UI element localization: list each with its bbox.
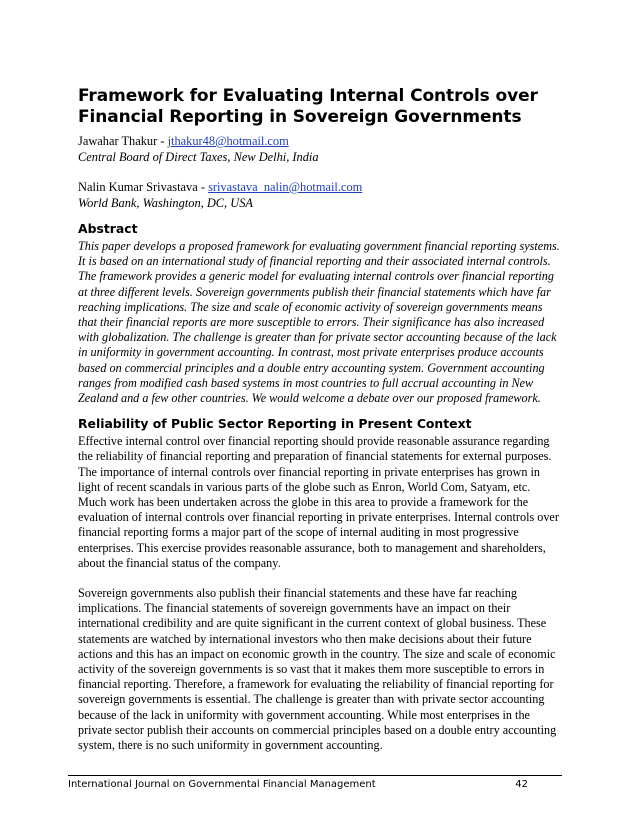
body-paragraph: Effective internal control over financial reporting should provide reasonable assurance regarding the reliability of financial reporting and preparation of financial statements for external purposes. The importance of internal controls over financial reporting in private enterprises has grown in light of recent scandals in various parts of the globe such as Enron, World Com, Satyam, etc. Much work has been undertaken across the globe in this area to provide a framework for the evaluation of internal controls over financial reporting in private enterprises. Internal controls over financial reporting forms a major part of the scope of internal auditing in most progressive enterprises. This exercise provides reasonable assurance, both to management and shareholders, about the financial status of the company. [78,434,559,570]
paper-page [78,86,560,753]
author-affiliation: World Bank, Washington, DC, USA [78,196,253,210]
author-block-2 [78,179,560,211]
page-footer [68,775,562,791]
abstract-text: This paper develops a proposed framework for evaluating government financial reporting systems. It is based on an international study of financial reporting and their associated internal controls. The framework provides a generic model for evaluating internal controls over financial reporting at three different levels. Sovereign governments publish their financial statements which have far reaching implications. The size and scale of economic activity of sovereign governments means that their financial reports are more susceptible to errors. Their significance has also increased with globalization. The challenge is greater than for private sector accounting because of the lack in uniformity in government accounting. In contrast, most private enterprises produce accounts based on commercial principles and a double entry accounting system. Government accounting ranges from modified cash based systems in most countries to full accrual accounting in New Zealand and a few other countries. We would welcome a debate over our proposed framework. [78,239,560,406]
author-name: Nalin Kumar Srivastava [78,180,198,194]
footer-journal-name: International Journal on Governmental Financial Management [68,779,376,790]
author-line [78,179,560,195]
author-email-link[interactable]: jthakur48@hotmail.com [167,134,289,148]
author-affiliation: Central Board of Direct Taxes, New Delhi, India [78,150,319,164]
author-separator: - [157,134,168,148]
author-email-link[interactable]: srivastava_nalin@hotmail.com [208,180,363,194]
author-separator: - [197,180,209,194]
paragraph-gap [78,571,560,586]
section-heading: Reliability of Public Sector Reporting in Present Context [78,416,472,432]
author-name: Jawahar Thakur [78,134,158,148]
body-paragraph: Sovereign governments also publish their financial statements and these have far reaching implications. The financial statements of sovereign governments have an impact on their international credibility and are quite significant in the current context of global business. These statements are watched by international investors who then make decisions about their future actions and this has an impact on economic growth in the country. The size and scale of economic activity of the sovereign governments is so vast that it makes them more susceptible to errors in financial reporting. Therefore, a framework for evaluating the reliability of financial reporting for sovereign governments is essential. The challenge is greater than with private sector accounting because of the lack in uniformity with government accounting. While most enterprises in the private sector publish their accounts on commercial principles based on a double entry accounting system, there is no such uniformity in government accounting. [78,586,557,753]
footer-page-number: 42 [515,779,528,790]
author-block-1 [78,133,560,165]
spacer [78,165,560,179]
paper-title: Framework for Evaluating Internal Controls over Financial Reporting in Sovereign Governments [78,86,538,127]
abstract-heading: Abstract [78,221,138,236]
author-line [78,133,560,149]
